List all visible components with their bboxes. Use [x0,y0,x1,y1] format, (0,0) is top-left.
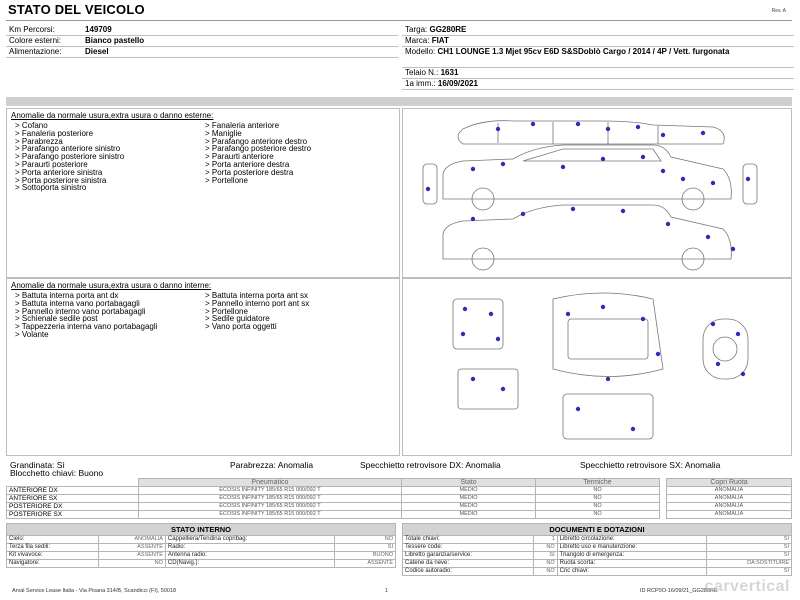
cell-value: SI [706,552,791,560]
imm-label: 1a imm.: [405,79,436,88]
tyre-model: ECOSIS INFINITY 185/65 R15 000/092 T [138,503,401,511]
car-interior-sketch [403,279,791,455]
list-item: > Cofano [15,121,48,130]
table-row [403,536,792,544]
revision-label: Rev. A [771,8,786,14]
damage-marker [531,122,535,126]
table-row [403,552,792,560]
list-item: > Fanaleria anteriore [205,121,280,130]
marca-value: FIAT [431,36,449,45]
cell-label: Terza fila sedili: [7,544,99,552]
tyre-thermal: NO [535,511,659,519]
cell-value: 1 [533,536,557,544]
copri-ruota-value: ANOMALIA [667,503,792,511]
tyre-state: MEDIO [402,487,536,495]
grandinata-text: Grandinata: Sì [10,460,65,470]
imm-value: 16/09/2021 [437,79,478,88]
right-info-table [402,25,794,90]
table-row [667,495,792,503]
table-row [667,487,792,495]
damage-marker [606,377,610,381]
tyre-thermal: NO [535,487,659,495]
cell-value: ASSENTE [334,560,395,568]
page-title: STATO DEL VEICOLO [8,2,145,17]
tyre-thermal: NO [535,495,659,503]
colore-label: Colore esterni: [6,36,82,47]
damage-marker [496,337,500,341]
damage-marker [606,127,610,131]
telaio-row [402,68,794,79]
damage-marker [716,362,720,366]
cell-label: Navigatore: [7,560,99,568]
immatricolazione-row [402,79,794,90]
cell-label: Cappelliera/Tendina copribag: [165,536,334,544]
damage-marker [656,352,660,356]
damage-marker [471,217,475,221]
table-row [7,552,396,560]
specchietto-dx-text: Specchietto retrovisore DX: Anomalia [360,460,501,470]
damage-marker [746,177,750,181]
alimentazione-label: Alimentazione: [6,47,82,58]
cell-value: BUONO [334,552,395,560]
list-item: > Parafango anteriore sinistro [15,144,121,154]
cell-label: Tessere code: [403,544,534,552]
cell-value: DA SOSTITUIRE [706,560,791,568]
tyre-position: POSTERIORE DX [7,503,139,511]
marca-label: Marca: [405,36,430,45]
damage-marker [601,157,605,161]
tyres-header-row [7,479,660,487]
cell-label: Libretto uso e manutenzione: [557,544,706,552]
damage-marker [631,427,635,431]
list-item: > Portellone [205,306,248,316]
tyre-position: ANTERIORE SX [7,495,139,503]
table-row [667,503,792,511]
colore-value: Bianco pastello [82,36,398,47]
damage-marker [601,305,605,309]
damage-marker [463,307,467,311]
cell-value: NO [533,544,557,552]
info-row-colore [6,36,398,47]
documenti-title: DOCUMENTI E DOTAZIONI [403,524,792,536]
damage-marker [561,165,565,169]
damage-marker [736,332,740,336]
list-item: > Porta anteriore sinistra [15,167,103,177]
internal-list-col1 [15,292,205,339]
info-row-km [6,25,398,36]
damage-marker [701,131,705,135]
marca-row [402,36,794,47]
damage-marker [666,222,670,226]
damage-marker [661,133,665,137]
list-item: > Pannello interno port ant sx [205,298,310,308]
tyres-header-pneumatico: Pneumatico [138,479,401,487]
list-item: > Sottoporta sinistro [15,183,87,193]
tyres-header-stato: Stato [402,479,536,487]
footer-page-number: 1 [385,588,389,594]
table-row [7,495,660,503]
list-item: > Paraurti posteriore [15,159,88,169]
list-item: > Sedile guidatore [205,314,270,324]
table-row [7,544,396,552]
modello-row [402,47,794,68]
damage-marker [621,209,625,213]
cell-label: Cric chiavi: [557,568,706,576]
specchietto-sx-text: Specchietto retrovisore SX: Anomalia [580,460,721,470]
damage-marker [681,177,685,181]
list-item: > Parafango posteriore destro [205,144,312,154]
list-item: > Vano porta oggetti [205,322,277,332]
damage-marker [576,122,580,126]
internal-car-diagram [402,278,792,456]
list-item: > Battuta interna porta ant dx [15,291,119,300]
list-item: > Maniglie [205,128,242,138]
cell-label: Codice autoradio: [403,568,534,576]
cell-value: NO [334,536,395,544]
damage-marker [641,317,645,321]
watermark: carvertical [704,578,790,595]
damage-marker [571,207,575,211]
cell-value: NO [99,560,166,568]
tyres-table [6,478,660,519]
targa-value: GG280RE [429,25,467,34]
damage-marker [426,187,430,191]
telaio-label: Telaio N.: [405,68,439,77]
damage-marker [731,247,735,251]
list-item: > Battuta interna porta ant sx [205,291,308,300]
cell-value: ANOMALIA [99,536,166,544]
damage-marker [741,372,745,376]
table-row [7,560,396,568]
damage-marker [501,162,505,166]
cell-label: CD(Navig.): [165,560,334,568]
internal-damage-panel [6,278,400,456]
list-item: > Portellone [205,175,248,185]
left-info-table [6,25,398,58]
damage-marker [496,127,500,131]
cell-label: Catene da neve: [403,560,534,568]
footer-company: Arval Service Lease Italia - Via Pisana 314/B, Scandicci (FI), 50018 [12,588,177,594]
damage-marker [711,322,715,326]
documenti-table [402,523,792,576]
cell-label: Triangolo di emergenza: [557,552,706,560]
cell-label: Ruota scorta: [557,560,706,568]
external-car-diagram [402,108,792,278]
list-item: > Parafango anteriore destro [205,136,308,146]
damage-marker [566,312,570,316]
stato-interno-table [6,523,396,568]
cell-value: ASSENTE [99,544,166,552]
tyres-header-termiche: Termiche [535,479,659,487]
section-band [6,97,792,106]
list-item: > Tappezzeria interna vano portabagagli [15,322,158,332]
table-row [7,536,396,544]
copri-ruota-table [666,478,792,519]
damage-marker [706,235,710,239]
copri-ruota-value: ANOMALIA [667,495,792,503]
external-list-col2 [205,122,395,192]
cell-label: Totale chiavi: [403,536,534,544]
cell-value: SI [334,544,395,552]
copri-ruota-value: ANOMALIA [667,511,792,519]
damage-marker [501,387,505,391]
list-item: > Battuta interna vano portabagagli [15,298,140,308]
title-divider [6,20,792,21]
footer-reference: ID RCP0O-16/09/21_GG280RE [640,588,718,594]
alimentazione-value: Diesel [82,47,398,58]
table-row [403,544,792,552]
cell-value: SI [706,536,791,544]
cell-value: ASSENTE [99,552,166,560]
tyre-state: MEDIO [402,511,536,519]
car-exterior-sketch [403,109,791,277]
telaio-value: 1631 [440,68,459,77]
modello-label: Modello: [405,47,436,56]
damage-marker [576,407,580,411]
cell-label: Libretto circolazione: [557,536,706,544]
tyre-model: ECOSIS INFINITY 185/65 R15 000/092 T [138,511,401,519]
damage-marker [636,125,640,129]
tyre-position: POSTERIORE SX [7,511,139,519]
list-item: > Parafango posteriore sinistro [15,152,125,162]
parabrezza-text: Parabrezza: Anomalia [230,460,314,470]
table-row [7,503,660,511]
list-item: > Porta anteriore destra [205,159,290,169]
table-row [7,511,660,519]
tyre-state: MEDIO [402,495,536,503]
external-list-col1 [15,122,205,192]
targa-label: Targa: [405,25,428,34]
cell-label: Libretto garanzia/service: [403,552,534,560]
damage-marker [521,212,525,216]
cell-label: Cielo: [7,536,99,544]
list-item: > Parabrezza [15,136,63,146]
damage-marker [641,155,645,159]
external-heading: Anomalie da normale usura,extra usura o danno esterne: [11,111,214,120]
list-item: > Paraurti anteriore [205,152,274,162]
table-row [7,487,660,495]
copri-ruota-header: Copri Ruota [667,479,792,487]
damage-marker [471,377,475,381]
tyre-model: ECOSIS INFINITY 185/65 R15 000/092 T [138,495,401,503]
km-value: 149709 [82,25,398,36]
blocchetto-text: Blocchetto chiavi: Buono [10,468,104,478]
table-row [403,568,792,576]
damage-marker [489,312,493,316]
stato-interno-title: STATO INTERNO [7,524,396,536]
info-row-alimentazione [6,47,398,58]
km-label: Km Percorsi: [6,25,82,36]
table-row [403,560,792,568]
list-item: > Fanaleria posteriore [15,128,94,138]
table-row [667,511,792,519]
cell-label: Radio: [165,544,334,552]
list-item: > Pannello interno vano portabagagli [15,306,146,316]
cell-value: SI [706,544,791,552]
internal-list-col2 [205,292,395,339]
list-item: > Volante [15,329,49,339]
list-item: > Porta posteriore destra [205,167,294,177]
targa-row [402,25,794,36]
cell-label: Antenna radio: [165,552,334,560]
internal-heading: Anomalie da normale usura,extra usura o danno interne: [11,281,212,290]
damage-marker [711,181,715,185]
cell-value: NO [533,568,557,576]
cell-value: SI [706,568,791,576]
tyre-state: MEDIO [402,503,536,511]
tyre-position: ANTERIORE DX [7,487,139,495]
damage-marker [461,332,465,336]
copri-ruota-value: ANOMALIA [667,487,792,495]
external-damage-panel [6,108,400,278]
cell-label: Kit vivavoce: [7,552,99,560]
list-item: > Schienale sedile post [15,314,98,324]
list-item: > Porta posteriore sinistra [15,175,107,185]
cell-value: NO [533,560,557,568]
cell-value: SI [533,552,557,560]
tyre-model: ECOSIS INFINITY 185/65 R15 000/092 T [138,487,401,495]
tyre-thermal: NO [535,503,659,511]
modello-value: CH1 LOUNGE 1.3 Mjet 95cv E6D S&SDoblò Cargo / 2014 / 4P / Vett. furgonata [437,47,730,56]
damage-marker [661,169,665,173]
damage-marker [471,167,475,171]
